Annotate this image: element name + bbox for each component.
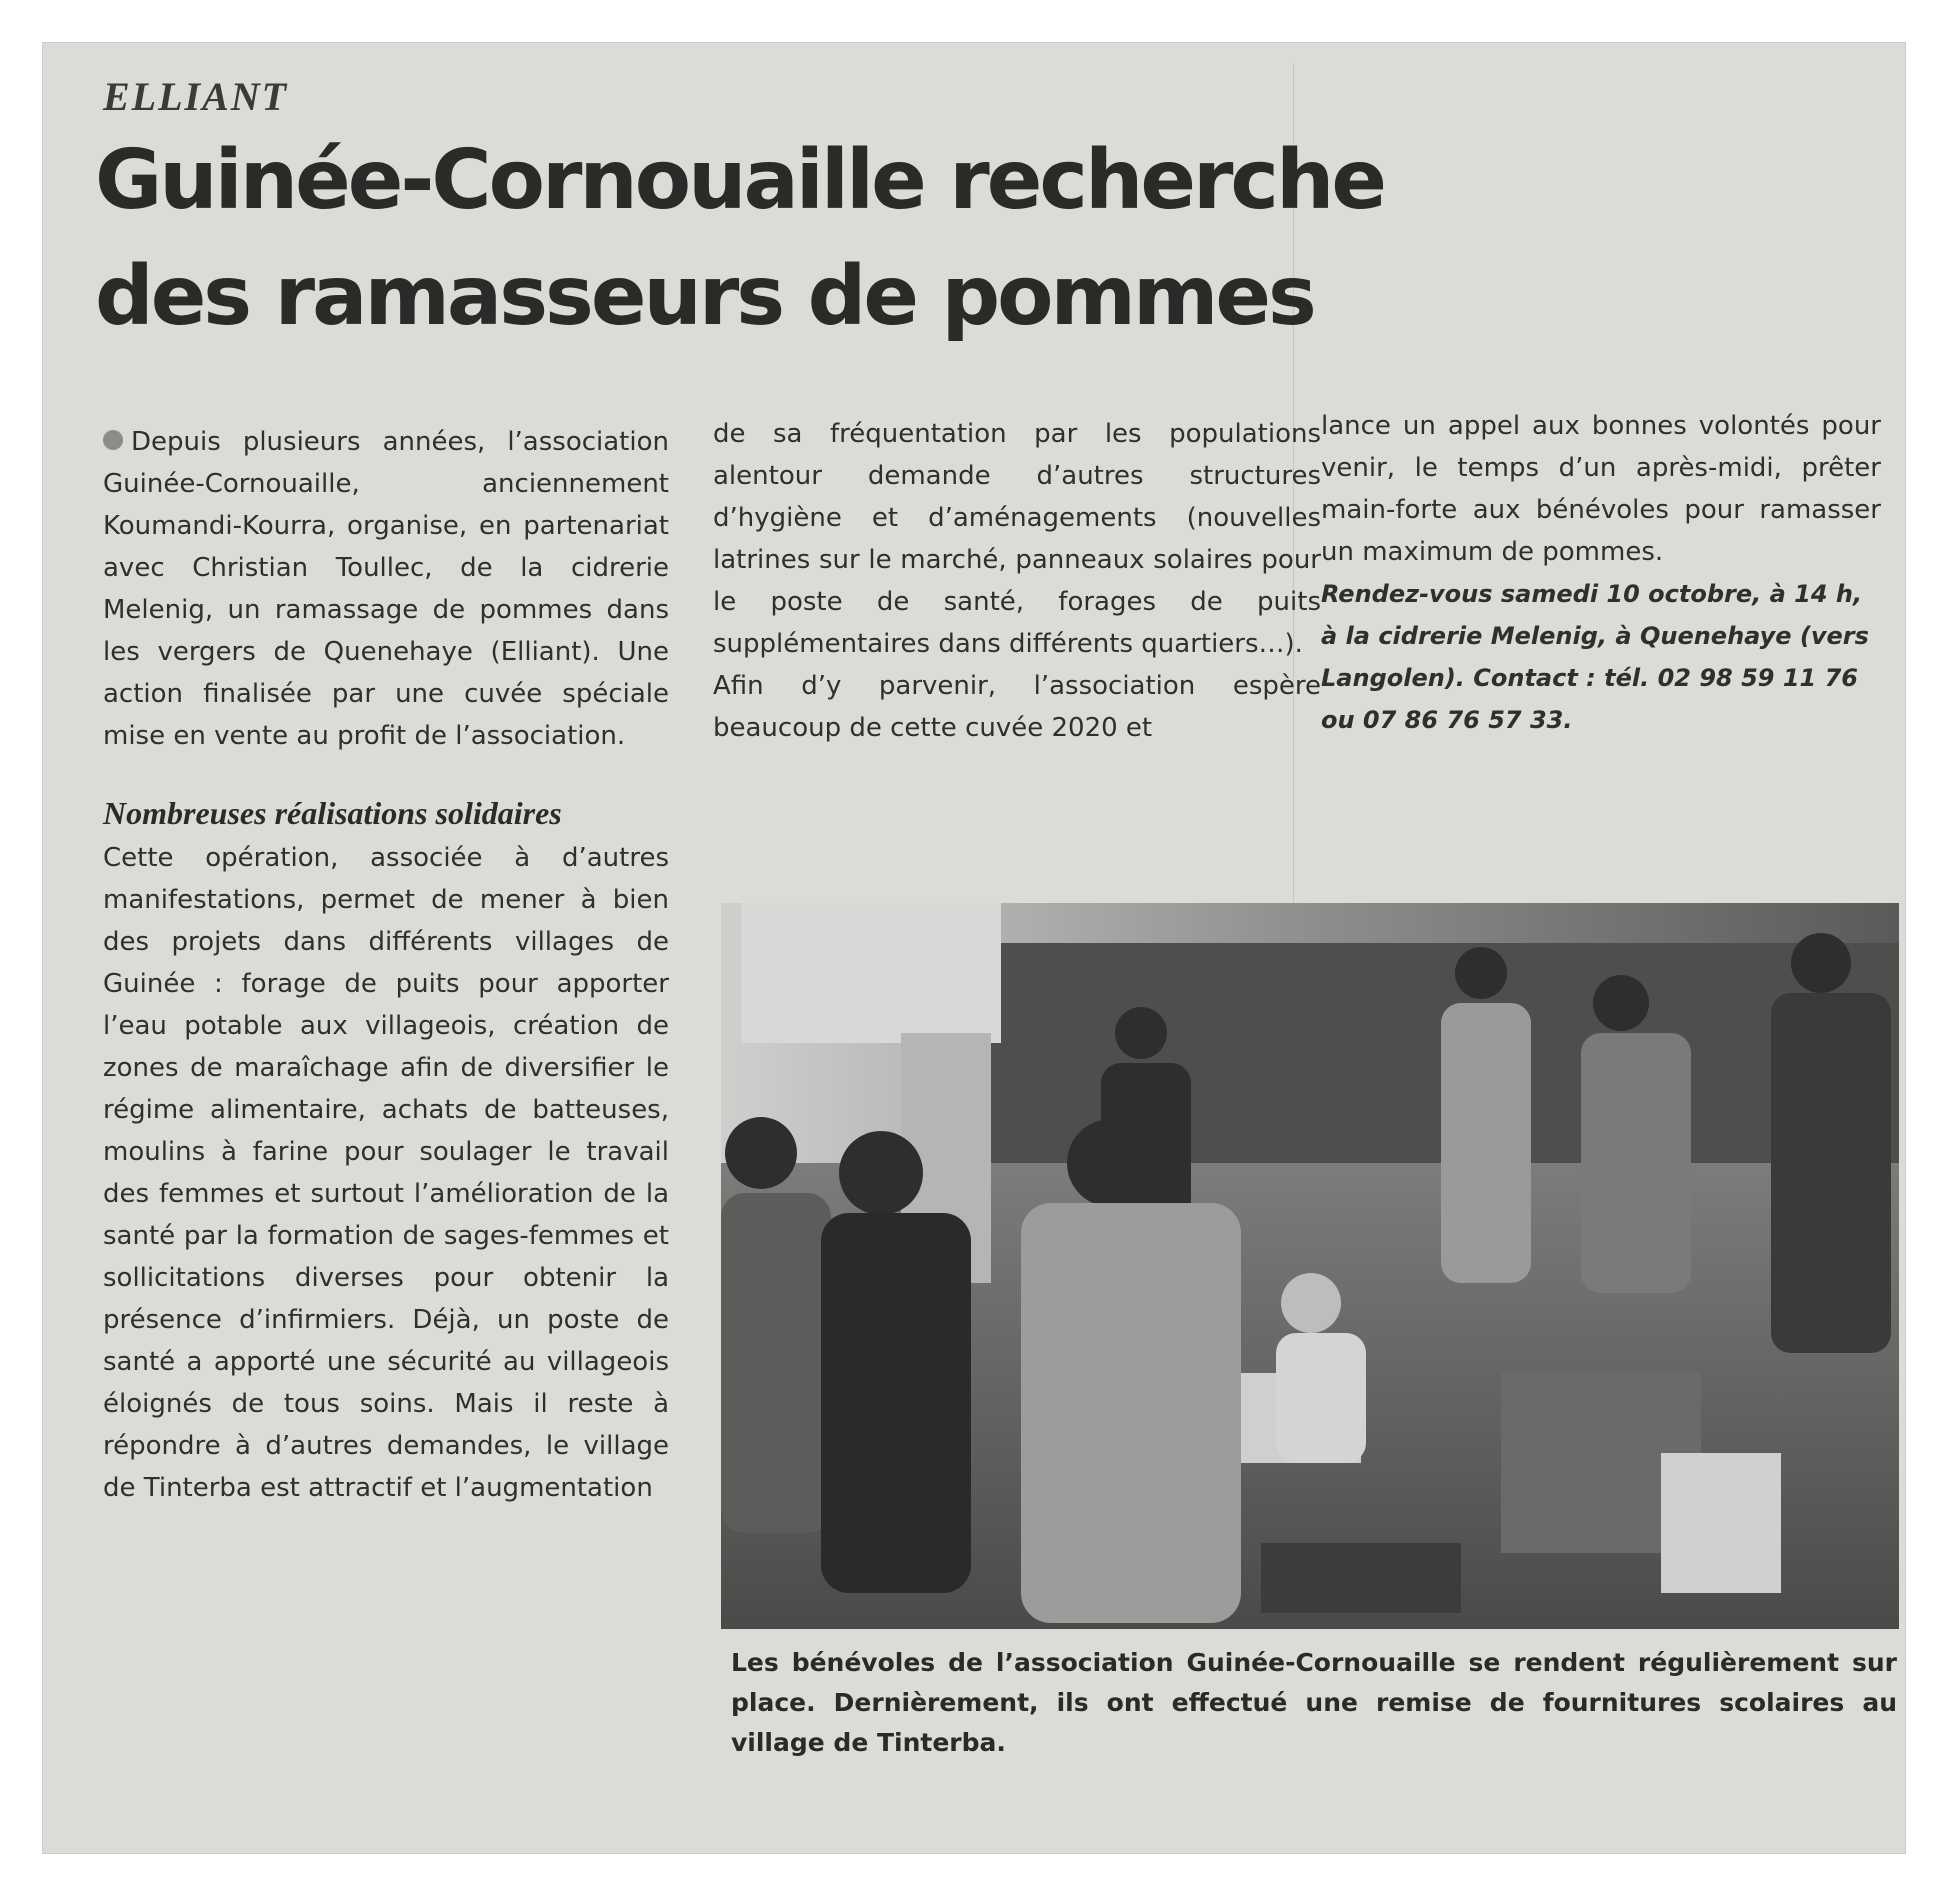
article-body-3: Afin d’y parvenir, l’association espère beaucoup de cette cuvée 2020 et: [713, 671, 1321, 743]
article-headline: Guinée-Cornouaille recherche des ramasseurs de pommes: [95, 133, 1384, 344]
newspaper-clipping: [42, 42, 1906, 1854]
article-subhead: Nombreuses réalisations solidaires: [103, 795, 562, 831]
article-body-4: lance un appel aux bonnes volontés pour venir, le temps d’un après-midi, prêter main-forte aux bénévoles pour ramasser un maximum de pommes.: [1321, 411, 1881, 567]
article-column-2: [713, 413, 1321, 749]
article-column-1: [103, 421, 669, 1509]
article-column-3: [1321, 405, 1881, 741]
article-intro: Depuis plusieurs années, l’association Guinée-Cornouaille, anciennement Koumandi-Kourra, organise, en partenariat avec Christian Toullec, de la cidrerie Melenig, un ramassage de pommes dans les vergers de Quenehaye (Elliant). Une action finalisée par une cuvée spéciale mise en vente au profit de l’association.: [103, 427, 669, 751]
article-body-1: Cette opération, associée à d’autres manifestations, permet de mener à bien des projets dans différents villages de Guinée : forage de puits pour apporter l’eau potable aux villageois, création de zones de maraîchage afin de diversifier le régime alimentaire, achats de batteuses, moulins à farine pour soulager le travail des femmes et surtout l’amélioration de la santé par la formation de sages-femmes et sollicitations diverses pour obtenir la présence d’infirmiers. Déjà, un poste de santé a apporté une sécurité au villageois éloignés de tous soins. Mais il reste à répondre à d’autres demandes, le village de Tinterba est attractif et l’augmentation: [103, 843, 669, 1503]
article-photo: [721, 903, 1899, 1629]
article-kicker: ELLIANT: [103, 74, 289, 119]
article-body-2: de sa fréquentation par les populations alentour demande d’autres structures d’hygiène et d’aménagements (nouvelles latrines sur le marché, panneaux solaires pour le poste de santé, forages de puits supplémentaires dans différents quartiers…).: [713, 419, 1321, 659]
photo-caption: Les bénévoles de l’association Guinée-Cornouaille se rendent régulièrement sur place. Dernièrement, ils ont effectué une remise de fournitures scolaires au village de Tinterba.: [731, 1648, 1897, 1757]
bullet-icon: [103, 430, 123, 450]
article-rendezvous: Rendez-vous samedi 10 octobre, à 14 h, à la cidrerie Melenig, à Quenehaye (vers Langolen). Contact : tél. 02 98 59 11 76 ou 07 86 76 57 33.: [1321, 580, 1869, 734]
